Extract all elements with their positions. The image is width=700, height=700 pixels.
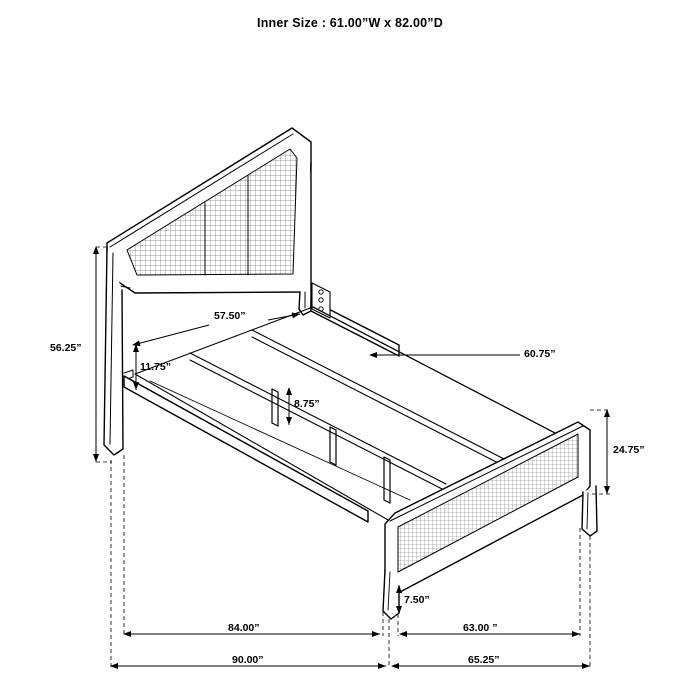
dimension-label-90-00: 90.00” <box>232 654 264 666</box>
dimension-label-57-50: 57.50” <box>214 310 246 322</box>
dimension-label-63-00: 63.00 ” <box>463 622 498 634</box>
headboard-group <box>107 128 311 293</box>
dimension-label-24-75: 24.75” <box>613 444 645 456</box>
dimension-label-8-75: 8.75” <box>294 398 320 410</box>
dimension-label-11-75: 11.75” <box>140 361 171 373</box>
dimension-label-56-25: 56.25” <box>50 342 82 354</box>
dimension-label-7-50: 7.50” <box>404 594 430 606</box>
dimension-label-65-25: 65.25” <box>468 654 500 666</box>
page-title: Inner Size : 61.00”W x 82.00”D <box>257 16 443 30</box>
dimension-label-84-00: 84.00” <box>228 622 260 634</box>
dimension-label-60-75: 60.75” <box>524 348 556 360</box>
